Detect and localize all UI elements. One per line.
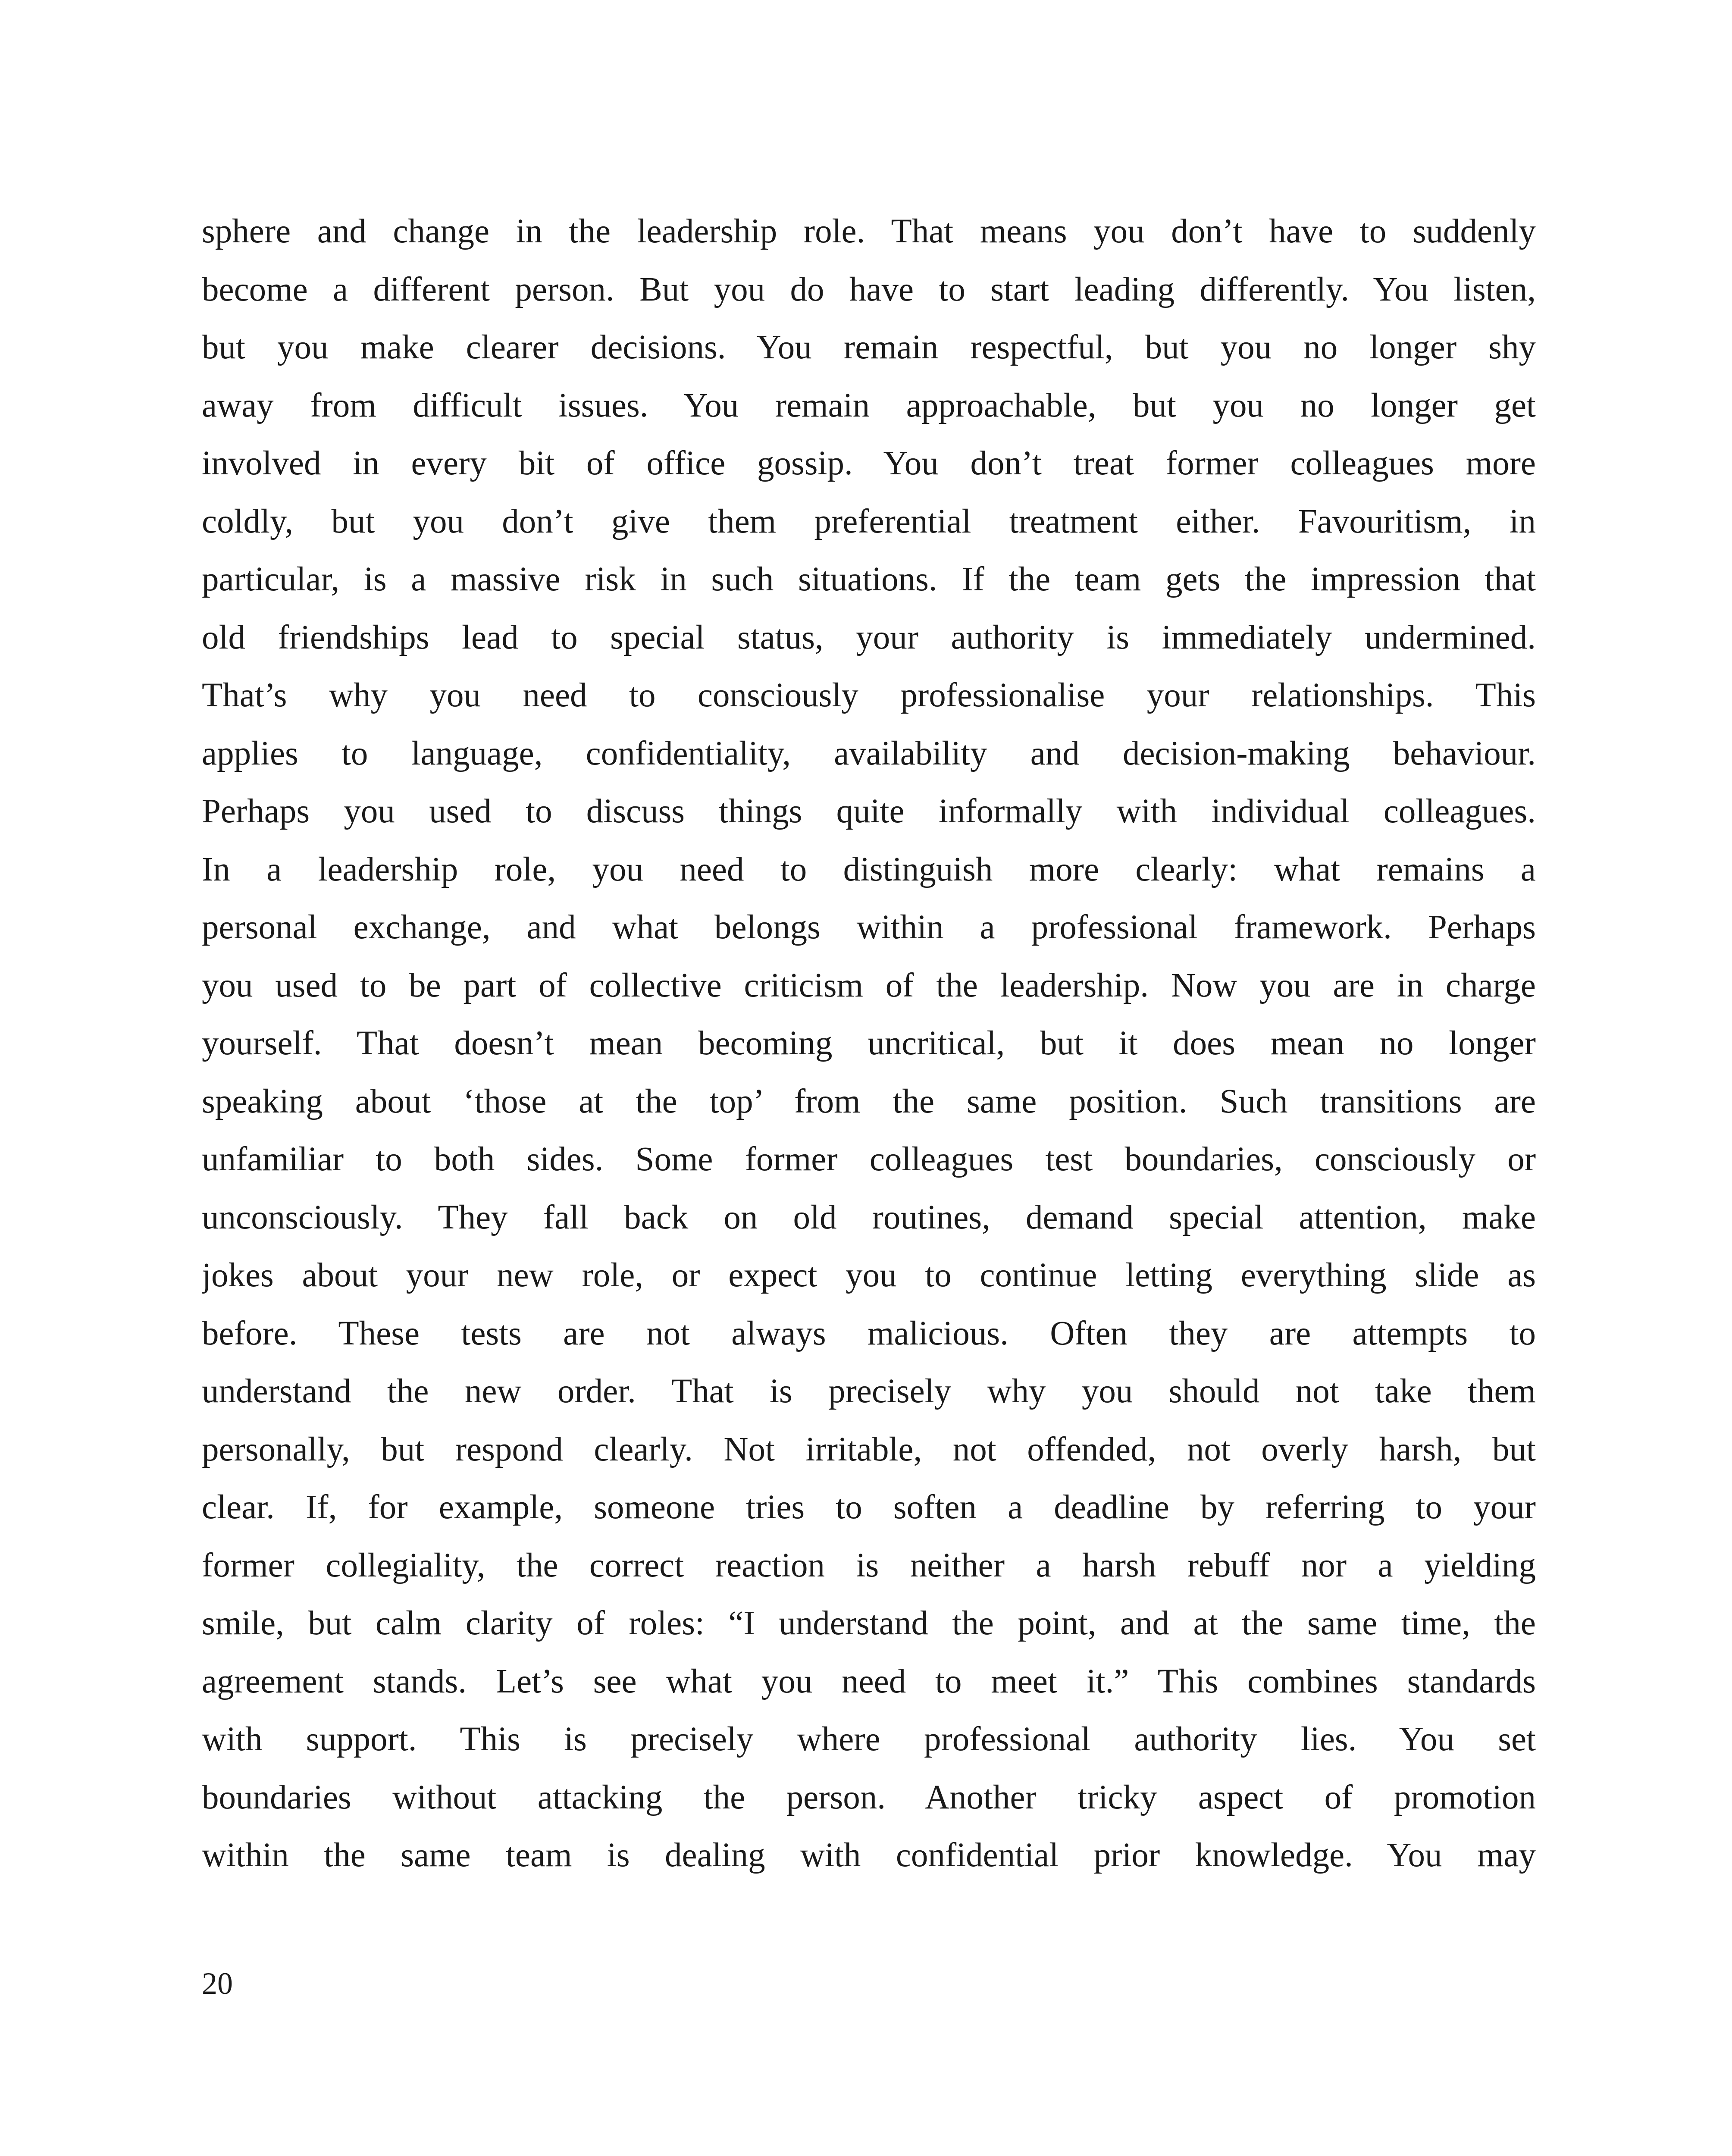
text-line: clear. If, for example, someone tries to soften a deadline by referring to your (202, 1489, 1536, 1526)
page-number: 20 (202, 1966, 233, 2001)
text-line: old friendships lead to special status, your authority is immediately undermined. (202, 618, 1536, 656)
body-paragraph (202, 203, 1536, 1885)
text-line: sphere and change in the leadership role. That means you don’t have to suddenly (202, 213, 1536, 250)
text-line: particular, is a massive risk in such situations. If the team gets the impression that (202, 561, 1536, 598)
text-line: with support. This is precisely where professional authority lies. You set (202, 1720, 1536, 1758)
text-line: jokes about your new role, or expect you to continue letting everything slide as (202, 1257, 1536, 1294)
text-line: boundaries without attacking the person. Another tricky aspect of promotion (202, 1778, 1536, 1816)
text-line: unfamiliar to both sides. Some former colleagues test boundaries, consciously or (202, 1141, 1536, 1178)
text-line: understand the new order. That is precisely why you should not take them (202, 1373, 1536, 1410)
text-line: unconsciously. They fall back on old routines, demand special attention, make (202, 1198, 1536, 1236)
text-line: coldly, but you don’t give them preferential treatment either. Favouritism, in (202, 502, 1536, 540)
text-line: away from difficult issues. You remain approachable, but you no longer get (202, 386, 1536, 424)
text-line: personal exchange, and what belongs within a professional framework. Perhaps (202, 909, 1536, 946)
text-line: become a different person. But you do have to start leading differently. You listen, (202, 270, 1536, 308)
text-line: That’s why you need to consciously professionalise your relationships. This (202, 677, 1536, 714)
text-line: agreement stands. Let’s see what you need to meet it.” This combines standards (202, 1662, 1536, 1700)
text-line: yourself. That doesn’t mean becoming uncritical, but it does mean no longer (202, 1025, 1536, 1062)
text-line: you used to be part of collective criticism of the leadership. Now you are in charge (202, 966, 1536, 1004)
text-line: within the same team is dealing with confidential prior knowledge. You may (202, 1836, 1536, 1874)
text-line: personally, but respond clearly. Not irritable, not offended, not overly harsh, but (202, 1430, 1536, 1468)
text-line: former collegiality, the correct reaction is neither a harsh rebuff nor a yielding (202, 1546, 1536, 1584)
text-line: involved in every bit of office gossip. You don’t treat former colleagues more (202, 445, 1536, 482)
text-line: applies to language, confidentiality, availability and decision-making behaviour. (202, 734, 1536, 772)
text-line: speaking about ‘those at the top’ from the same position. Such transitions are (202, 1082, 1536, 1120)
text-line: smile, but calm clarity of roles: “I understand the point, and at the same time, the (202, 1604, 1536, 1642)
text-line: before. These tests are not always malicious. Often they are attempts to (202, 1314, 1536, 1352)
text-line: In a leadership role, you need to distinguish more clearly: what remains a (202, 850, 1536, 888)
text-line: Perhaps you used to discuss things quite informally with individual colleagues. (202, 793, 1536, 830)
text-line: but you make clearer decisions. You remain respectful, but you no longer shy (202, 329, 1536, 366)
